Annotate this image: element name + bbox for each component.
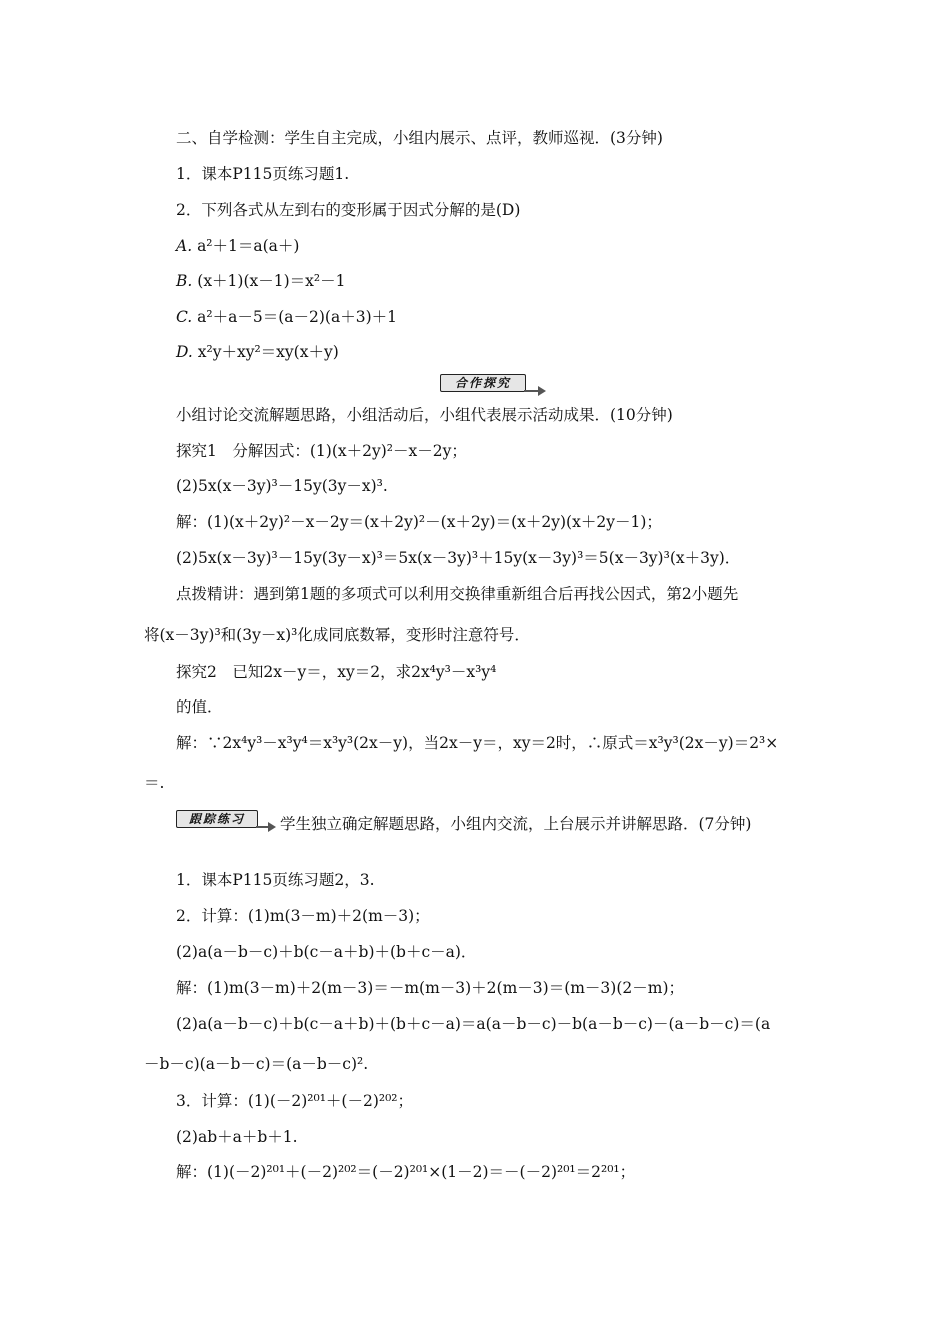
cooperate-intro: 小组讨论交流解题思路，小组活动后，小组代表展示活动成果．(10分钟) — [176, 406, 673, 424]
explore1-title: 探究1 分解因式：(1)(x＋2y)²－x－2y； — [176, 442, 467, 460]
option-b-label: B. — [176, 272, 193, 290]
option-d — [176, 342, 339, 362]
track-q3: 3．计算：(1)(－2)²⁰¹＋(－2)²⁰²； — [176, 1092, 414, 1110]
option-d-text: x²y＋xy²＝xy(x＋y) — [197, 343, 339, 361]
explore2-title: 探究2 已知2x－y＝，xy＝2，求2x⁴y³－x³y⁴ — [176, 663, 497, 681]
option-a-text: a²＋1＝a(a＋) — [197, 237, 300, 255]
explore1-solution2: (2)5x(x－3y)³－15y(3y－x)³＝5x(x－3y)³＋15y(x－3y)³＝5(x－3y)³(x＋3y)． — [176, 549, 741, 567]
track-q2-solution2-cont: －b－c)(a－b－c)＝(a－b－c)². — [144, 1055, 369, 1073]
track-banner — [176, 808, 280, 830]
track-q1: 1．课本P115页练习题2，3. — [176, 871, 375, 889]
option-d-label: D. — [176, 343, 193, 361]
tip-line2: 将(x－3y)³和(3y－x)³化成同底数幂，变形时注意符号． — [144, 626, 530, 644]
explore2-solution: 解：∵2x⁴y³－x³y⁴＝x³y³(2x－y)，当2x－y＝，xy＝2时，∴原式＝x³y³(2x－y)＝2³× — [176, 734, 779, 752]
cooperate-banner — [440, 372, 550, 394]
self-check-q1: 1．课本P115页练习题1. — [176, 165, 350, 183]
arrow-right-icon — [538, 386, 546, 396]
explore1-solution1: 解：(1)(x＋2y)²－x－2y＝(x＋2y)²－(x＋2y)＝(x＋2y)(x＋2y－1)； — [176, 513, 662, 531]
option-a — [176, 236, 299, 256]
option-a-label: A. — [176, 237, 193, 255]
self-check-heading: 二、自学检测：学生自主完成，小组内展示、点评，教师巡视．(3分钟) — [176, 129, 663, 147]
option-c — [176, 307, 397, 327]
tip-line1: 点拨精讲：遇到第1题的多项式可以利用交换律重新组合后再找公因式，第2小题先 — [176, 585, 739, 603]
track-q2-part2: (2)a(a－b－c)＋b(c－a＋b)＋(b＋c－a)． — [176, 943, 477, 961]
self-check-q2: 2．下列各式从左到右的变形属于因式分解的是(D) — [176, 201, 521, 219]
option-b-text: (x＋1)(x－1)＝x²－1 — [197, 272, 346, 290]
cooperate-banner-label: 合作探究 — [440, 374, 526, 392]
track-intro: 学生独立确定解题思路，小组内交流，上台展示并讲解思路．(7分钟) — [280, 815, 752, 833]
explore2-solution-cont: ＝. — [144, 774, 165, 792]
track-q3-part2: (2)ab＋a＋b＋1. — [176, 1128, 298, 1146]
explore2-cont: 的值． — [176, 698, 223, 716]
option-c-label: C. — [176, 308, 193, 326]
track-q2-solution1: 解：(1)m(3－m)＋2(m－3)＝－m(m－3)＋2(m－3)＝(m－3)(2－m)； — [176, 979, 684, 997]
option-c-text: a²＋a－5＝(a－2)(a＋3)＋1 — [197, 308, 397, 326]
track-q2-solution2: (2)a(a－b－c)＋b(c－a＋b)＋(b＋c－a)＝a(a－b－c)－b(a－b－c)－(a－b－c)＝(a — [176, 1015, 771, 1033]
track-q2: 2．计算：(1)m(3－m)＋2(m－3)； — [176, 907, 430, 925]
track-q3-solution1: 解：(1)(－2)²⁰¹＋(－2)²⁰²＝(－2)²⁰¹×(1－2)＝－(－2)²⁰¹＝2²⁰¹； — [176, 1163, 636, 1181]
option-b — [176, 271, 345, 291]
arrow-right-icon — [268, 822, 276, 832]
track-banner-label: 跟踪练习 — [176, 810, 258, 828]
explore1-part2: (2)5x(x－3y)³－15y(3y－x)³. — [176, 477, 388, 495]
